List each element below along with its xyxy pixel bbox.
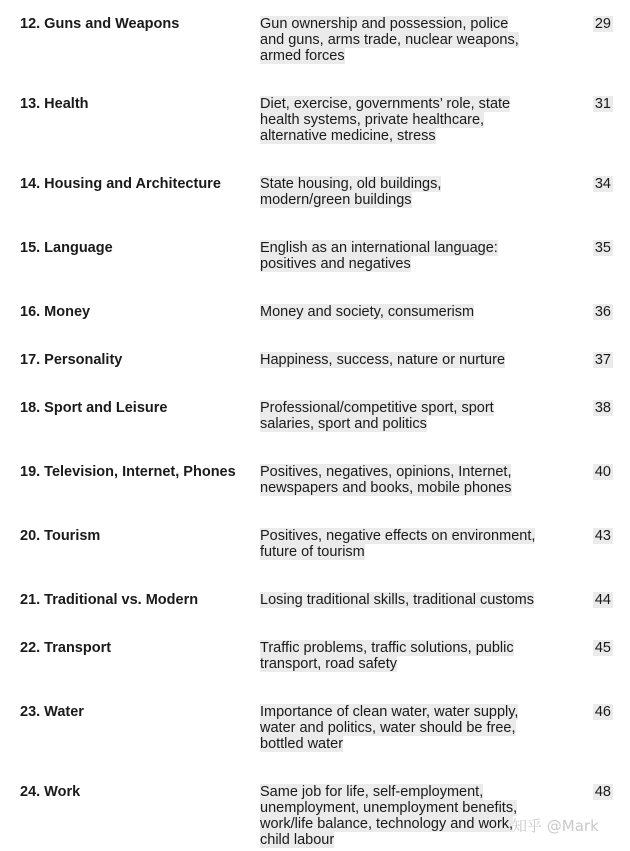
description-line: Losing traditional skills, traditional customs (260, 592, 535, 608)
description-line: Money and society, consumerism (260, 304, 475, 320)
topic-title: 20. Tourism (20, 528, 101, 544)
topic-description (260, 704, 560, 752)
topic-title: 14. Housing and Architecture (20, 176, 221, 192)
topic-title: 22. Transport (20, 640, 112, 656)
description-line: water and politics, water should be free, (260, 720, 516, 736)
topic-title: 19. Television, Internet, Phones (20, 464, 236, 480)
description-line: Happiness, success, nature or nurture (260, 352, 506, 368)
page-number: 31 (594, 96, 611, 112)
topic-description (260, 176, 560, 208)
description-line: Gun ownership and possession, police (260, 16, 509, 32)
topic-title: 15. Language (20, 240, 113, 256)
page-number: 36 (594, 304, 611, 320)
page-number: 40 (594, 464, 611, 480)
topic-description (260, 352, 560, 368)
description-line: Diet, exercise, governments’ role, state (260, 96, 511, 112)
page-number: 45 (594, 640, 611, 656)
page-number: 38 (594, 400, 611, 416)
topic-title: 17. Personality (20, 352, 123, 368)
page-number: 43 (594, 528, 611, 544)
topic-description (260, 304, 560, 320)
topic-title: 18. Sport and Leisure (20, 400, 168, 416)
description-line: health systems, private healthcare, (260, 112, 485, 128)
description-line: newspapers and books, mobile phones (260, 480, 512, 496)
topic-description (260, 640, 560, 672)
description-line: armed forces (260, 48, 345, 64)
topic-description (260, 464, 560, 496)
description-line: unemployment, unemployment benefits, (260, 800, 518, 816)
topic-title: 21. Traditional vs. Modern (20, 592, 199, 608)
description-line: transport, road safety (260, 656, 398, 672)
description-line: alternative medicine, stress (260, 128, 436, 144)
topic-description (260, 528, 560, 560)
topic-description (260, 96, 560, 144)
topic-title: 24. Work (20, 784, 81, 800)
topic-title: 13. Health (20, 96, 89, 112)
topic-description (260, 240, 560, 272)
description-line: work/life balance, technology and work, (260, 816, 514, 832)
description-line: Importance of clean water, water supply, (260, 704, 519, 720)
description-line: Traffic problems, traffic solutions, public (260, 640, 514, 656)
description-line: Same job for life, self-employment, (260, 784, 484, 800)
description-line: State housing, old buildings, (260, 176, 442, 192)
description-line: child labour (260, 832, 335, 848)
page-number: 34 (594, 176, 611, 192)
topic-title: 12. Guns and Weapons (20, 16, 180, 32)
page-number: 46 (594, 704, 611, 720)
description-line: salaries, sport and politics (260, 416, 427, 432)
topic-description (260, 16, 560, 64)
description-line: modern/green buildings (260, 192, 412, 208)
description-line: Positives, negative effects on environment, (260, 528, 536, 544)
description-line: bottled water (260, 736, 344, 752)
topic-title: 16. Money (20, 304, 91, 320)
description-line: English as an international language: (260, 240, 498, 256)
description-line: Professional/competitive sport, sport (260, 400, 494, 416)
topic-description (260, 400, 560, 432)
page-number: 48 (594, 784, 611, 800)
page-number: 44 (594, 592, 611, 608)
description-line: and guns, arms trade, nuclear weapons, (260, 32, 519, 48)
page-number: 29 (594, 16, 611, 32)
watermark: 知乎 @Mark (512, 817, 599, 835)
topic-description (260, 592, 560, 608)
page-number: 35 (594, 240, 611, 256)
description-line: positives and negatives (260, 256, 411, 272)
page-number: 37 (594, 352, 611, 368)
description-line: future of tourism (260, 544, 365, 560)
topic-title: 23. Water (20, 704, 84, 720)
description-line: Positives, negatives, opinions, Internet, (260, 464, 512, 480)
